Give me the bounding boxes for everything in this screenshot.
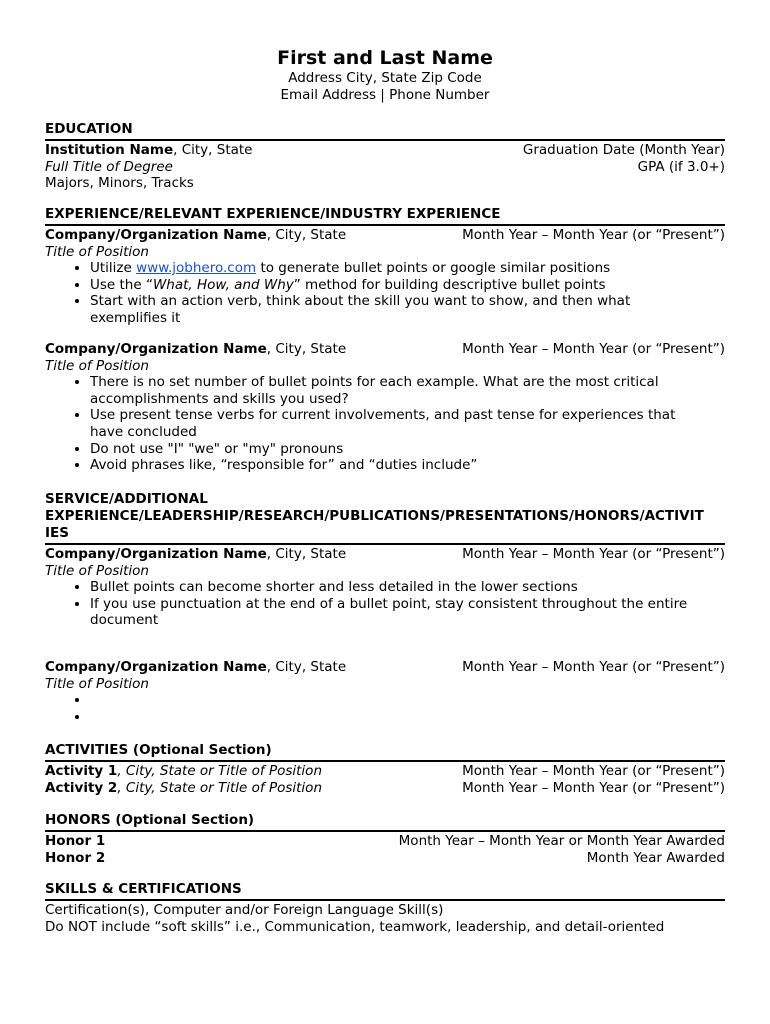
list-item — [90, 293, 725, 326]
job-org — [45, 227, 346, 244]
list-item: • Avoid phrases like, “responsible for” and “duties include” — [90, 457, 725, 474]
education-section — [45, 121, 725, 192]
degree-row — [45, 159, 725, 176]
service-heading — [45, 491, 725, 545]
list-item — [90, 692, 725, 709]
service-job-2-row — [45, 659, 725, 676]
bullet-text: Use present tense verbs for current involvements, and past tense for experiences that — [90, 407, 676, 424]
activity-detail: , City, State or Title of Position — [117, 779, 323, 796]
job-position: Title of Position — [45, 243, 149, 260]
skills-line: Certification(s), Computer and/or Foreign Language Skill(s) — [45, 902, 444, 918]
service-heading-line: IES — [45, 525, 69, 541]
activity-1-row — [45, 763, 725, 780]
majors-line: Majors, Minors, Tracks — [45, 175, 194, 192]
job-org — [45, 341, 346, 358]
job-position: Title of Position — [45, 675, 149, 692]
service-heading-line: SERVICE/ADDITIONAL — [45, 491, 208, 507]
graduation-date: Graduation Date (Month Year) — [522, 142, 725, 158]
experience-job-1-row — [45, 227, 725, 244]
job-position: Title of Position — [45, 357, 149, 374]
honor-dates: Month Year Awarded — [586, 849, 725, 866]
experience-job-2-bullets — [45, 374, 725, 474]
list-item: • Bullet points can become shorter and less detailed in the lower sections — [90, 579, 725, 596]
honor-name: Honor 2 — [45, 849, 106, 866]
bullet-text: accomplishments and skills you used? — [90, 390, 349, 407]
job-org — [45, 546, 346, 563]
activity — [45, 763, 322, 780]
org-name: Company/Organization Name — [45, 546, 267, 562]
bullet-text: exemplifies it — [90, 309, 181, 326]
honors-heading: HONORS (Optional Section) — [45, 812, 725, 832]
list-item — [90, 596, 725, 629]
jobhero-link[interactable]: www.jobhero.com — [136, 260, 257, 277]
job-dates: Month Year – Month Year (or “Present”) — [462, 546, 725, 562]
institution-row — [45, 142, 725, 159]
bullet-text: Use the “ — [90, 276, 153, 293]
service-job-1-bullets — [45, 579, 725, 629]
org-name: Company/Organization Name — [45, 341, 267, 357]
activities-heading: ACTIVITIES (Optional Section) — [45, 742, 725, 762]
service-job-2 — [45, 659, 725, 725]
honor-1-row — [45, 833, 725, 850]
list-item — [90, 277, 725, 294]
bullet-emphasis: What, How, and Why — [152, 276, 294, 293]
service-heading-line: EXPERIENCE/LEADERSHIP/RESEARCH/PUBLICATIONS/PRESENTATIONS/HONORS/ACTIVIT — [45, 508, 704, 524]
list-item — [90, 260, 725, 277]
job-org — [45, 659, 346, 676]
bullet-text: ” method for building descriptive bullet points — [293, 276, 606, 293]
bullet-text: have concluded — [90, 423, 197, 440]
honor-2-row — [45, 850, 725, 867]
org-location: , City, State — [266, 341, 347, 357]
honors-section — [45, 812, 725, 866]
institution — [45, 142, 252, 159]
activity-dates: Month Year – Month Year (or “Present”) — [462, 763, 725, 779]
job-dates: Month Year – Month Year (or “Present”) — [462, 341, 725, 357]
activity-name: Activity 2 — [45, 779, 118, 796]
activities-section — [45, 742, 725, 796]
honor-name: Honor 1 — [45, 833, 106, 849]
bullet-text: If you use punctuation at the end of a bullet point, stay consistent throughout the entire — [90, 595, 688, 612]
resume-header — [0, 46, 770, 104]
job-dates: Month Year – Month Year (or “Present”) — [462, 659, 725, 675]
org-location: , City, State — [266, 227, 347, 243]
experience-section — [45, 206, 725, 327]
experience-job-2 — [45, 341, 725, 474]
org-name: Company/Organization Name — [45, 227, 267, 243]
activity-name: Activity 1 — [45, 763, 118, 779]
org-location: , City, State — [266, 546, 347, 562]
experience-job-2-row — [45, 341, 725, 358]
job-dates: Month Year – Month Year (or “Present”) — [462, 227, 725, 243]
service-job-1-row — [45, 546, 725, 563]
list-item: • Do not use "I" "we" or "my" pronouns — [90, 441, 725, 458]
degree-title: Full Title of Degree — [45, 158, 173, 175]
list-item — [90, 407, 725, 440]
list-item — [90, 374, 725, 407]
institution-location: , City, State — [173, 142, 253, 158]
full-name: First and Last Name — [277, 47, 493, 69]
activity-detail: , City, State or Title of Position — [117, 763, 323, 779]
org-name: Company/Organization Name — [45, 659, 267, 675]
service-section — [45, 491, 725, 629]
skills-line: Do NOT include “soft skills” i.e., Communication, teamwork, leadership, and detail-oriented — [45, 918, 665, 935]
contact-line: Email Address | Phone Number — [280, 87, 490, 103]
experience-heading: EXPERIENCE/RELEVANT EXPERIENCE/INDUSTRY EXPERIENCE — [45, 206, 725, 226]
bullet-text: document — [90, 612, 159, 629]
institution-name: Institution Name — [45, 142, 174, 158]
bullet-text: Start with an action verb, think about the skill you want to show, and then what — [90, 293, 631, 310]
list-item — [90, 709, 725, 726]
service-job-2-bullets — [45, 692, 725, 725]
activity — [45, 780, 322, 797]
skills-heading: SKILLS & CERTIFICATIONS — [45, 881, 725, 901]
bullet-text: Utilize — [90, 260, 137, 277]
bullet-text: There is no set number of bullet points for each example. What are the most critical — [90, 374, 659, 391]
experience-job-1-bullets — [45, 260, 725, 326]
job-position: Title of Position — [45, 562, 149, 579]
skills-section — [45, 881, 725, 935]
address-line: Address City, State Zip Code — [288, 70, 482, 86]
honor-dates: Month Year – Month Year or Month Year Awarded — [398, 833, 725, 849]
gpa: GPA (if 3.0+) — [637, 158, 725, 175]
org-location: , City, State — [266, 659, 347, 675]
activity-dates: Month Year – Month Year (or “Present”) — [462, 779, 725, 796]
education-heading: EDUCATION — [45, 121, 725, 141]
activity-2-row — [45, 780, 725, 797]
bullet-text: to generate bullet points or google similar positions — [256, 260, 611, 277]
